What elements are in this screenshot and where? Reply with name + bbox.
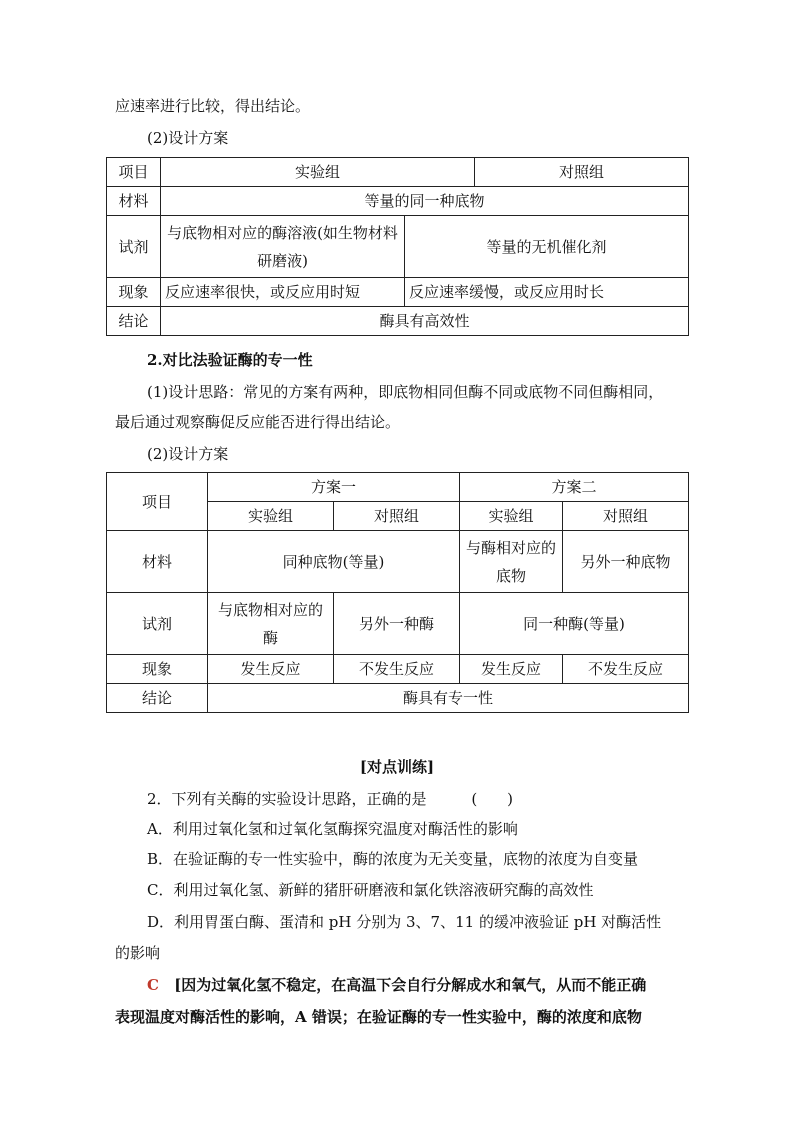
table-row (107, 473, 689, 502)
table-cell: 与底物相对应的酶溶液(如生物材料研磨液) (161, 216, 405, 278)
section2-idea-line1: (1)设计思路：常见的方案有两种，即底物相同但酶不同或底物不同但酶相同， (147, 383, 664, 401)
table-row (107, 531, 689, 593)
table-cell: 反应速率很快，或反应用时短 (161, 278, 405, 307)
training-title: [对点训练] (359, 758, 435, 776)
table-row (107, 187, 689, 216)
table-cell: 试剂 (107, 593, 208, 655)
intro-line: 应速率进行比较，得出结论。 (115, 97, 311, 115)
table-cell: 项目 (107, 473, 208, 531)
section2-title: 2.对比法验证酶的专一性 (147, 351, 313, 369)
table-cell: 现象 (107, 655, 208, 684)
table-cell: 实验组 (208, 502, 334, 531)
table-specificity (106, 472, 689, 713)
table-row (107, 655, 689, 684)
answer-bracket: ( ) (471, 790, 514, 808)
option-b: B．在验证酶的专一性实验中，酶的浓度为无关变量，底物的浓度为自变量 (147, 850, 639, 868)
answer-text: [因为过氧化氢不稳定，在高温下会自行分解成水和氧气，从而不能正确 (174, 976, 647, 994)
table-header-cell: 项目 (107, 158, 161, 187)
section2-idea-line2: 最后通过观察酶促反应能否进行得出结论。 (115, 413, 401, 431)
table-cell: 不发生反应 (334, 655, 460, 684)
table-cell: 材料 (107, 187, 161, 216)
table-cell: 另外一种酶 (334, 593, 460, 655)
option-d-line1: D．利用胃蛋白酶、蛋清和 pH 分别为 3、7、11 的缓冲液验证 pH 对酶活性 (147, 913, 662, 931)
table-cell: 现象 (107, 278, 161, 307)
table-cell: 同种底物(等量) (208, 531, 460, 593)
question-stem (147, 789, 513, 809)
answer-line2: 表现温度对酶活性的影响，A 错误；在验证酶的专一性实验中，酶的浓度和底物 (115, 1008, 642, 1026)
table-row (107, 158, 689, 187)
answer-line1 (147, 975, 646, 995)
table-row (107, 684, 689, 713)
option-d-line2: 的影响 (115, 944, 161, 962)
table-cell: 与酶相对应的底物 (460, 531, 563, 593)
option-c: C．利用过氧化氢、新鲜的猪肝研磨液和氯化铁溶液研究酶的高效性 (147, 881, 594, 899)
table-cell: 同一种酶(等量) (460, 593, 689, 655)
table-cell: 结论 (107, 307, 161, 336)
table-cell: 方案二 (460, 473, 689, 502)
table-cell: 等量的同一种底物 (161, 187, 689, 216)
table-row (107, 278, 689, 307)
table-cell: 结论 (107, 684, 208, 713)
table-cell: 试剂 (107, 216, 161, 278)
table-cell: 酶具有高效性 (161, 307, 689, 336)
section1-heading: (2)设计方案 (147, 129, 229, 147)
table-efficiency (106, 157, 689, 336)
table-cell: 另外一种底物 (563, 531, 689, 593)
table-cell: 对照组 (563, 502, 689, 531)
table-cell: 方案一 (208, 473, 460, 502)
table-cell: 材料 (107, 531, 208, 593)
table-header-cell: 对照组 (475, 158, 689, 187)
table-row (107, 307, 689, 336)
table-cell: 对照组 (334, 502, 460, 531)
table-cell: 酶具有专一性 (208, 684, 689, 713)
table-cell: 与底物相对应的酶 (208, 593, 334, 655)
table-row (107, 593, 689, 655)
table-cell: 等量的无机催化剂 (405, 216, 689, 278)
table-cell: 发生反应 (208, 655, 334, 684)
section2-heading: (2)设计方案 (147, 445, 229, 463)
table-cell: 不发生反应 (563, 655, 689, 684)
table-cell: 实验组 (460, 502, 563, 531)
answer-letter: C (147, 976, 159, 994)
table-cell: 发生反应 (460, 655, 563, 684)
table-header-cell: 实验组 (161, 158, 475, 187)
table-row (107, 216, 689, 278)
option-a: A．利用过氧化氢和过氧化氢酶探究温度对酶活性的影响 (147, 820, 518, 838)
question-stem-text: 2．下列有关酶的实验设计思路，正确的是 (147, 790, 427, 808)
table-cell: 反应速率缓慢，或反应用时长 (405, 278, 689, 307)
